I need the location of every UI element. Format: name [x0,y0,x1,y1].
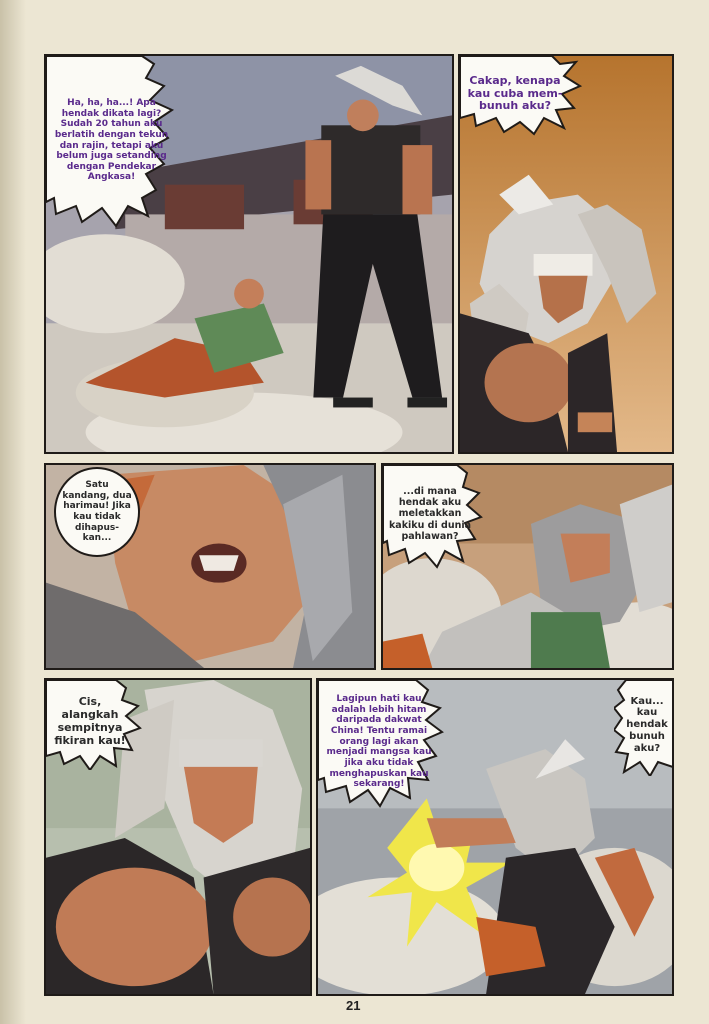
panel-4 [381,463,674,670]
panel-2-speech-bubble [460,56,582,136]
panel-6-dialogue-side: Kau... kau hendak bunuh aku? [626,695,668,754]
panel-2 [458,54,674,454]
panel-6-speech-bubble-main [318,680,446,810]
page-binding-shadow [0,0,26,1024]
panel-4-speech-bubble [383,465,483,569]
panel-4-dialogue: ...di mana hendak aku meletakkan kakiku di dunia pahlawan? [388,485,472,542]
panel-3-speech-bubble [54,467,140,557]
panel-5-dialogue: Cis, alangkah sempitnya fikiran kau! [54,695,126,747]
panel-2-dialogue: Cakap, kenapa kau cuba mem-bunuh aku? [467,73,563,113]
panel-1-speech-bubble [46,56,181,231]
panel-6-speech-bubble-side [614,680,674,776]
panel-3-dialogue: Satu kandang, dua harimau! Jika kau tidak dihapus-kan... [62,480,132,544]
page-number: 21 [346,998,361,1013]
panel-1-dialogue: Ha, ha, ha...! Apa hendak dikata lagi? Sudah 20 tahun aku berlatih dengan tekun dan rajin, tetapi aku belum juga setanding dengan Pendekar Angkasa! [54,98,169,183]
panel-6-dialogue-main: Lagipun hati kau adalah lebih hitam daripada dakwat China! Tentu ramai orang lagi akan menjadi mangsa kau jika aku tidak menghapuskan kau sekarang! [326,694,432,790]
panel-1 [44,54,454,454]
panel-5 [44,678,312,996]
panel-5-speech-bubble [46,680,142,770]
panel-3 [44,463,376,670]
panel-6 [316,678,674,996]
